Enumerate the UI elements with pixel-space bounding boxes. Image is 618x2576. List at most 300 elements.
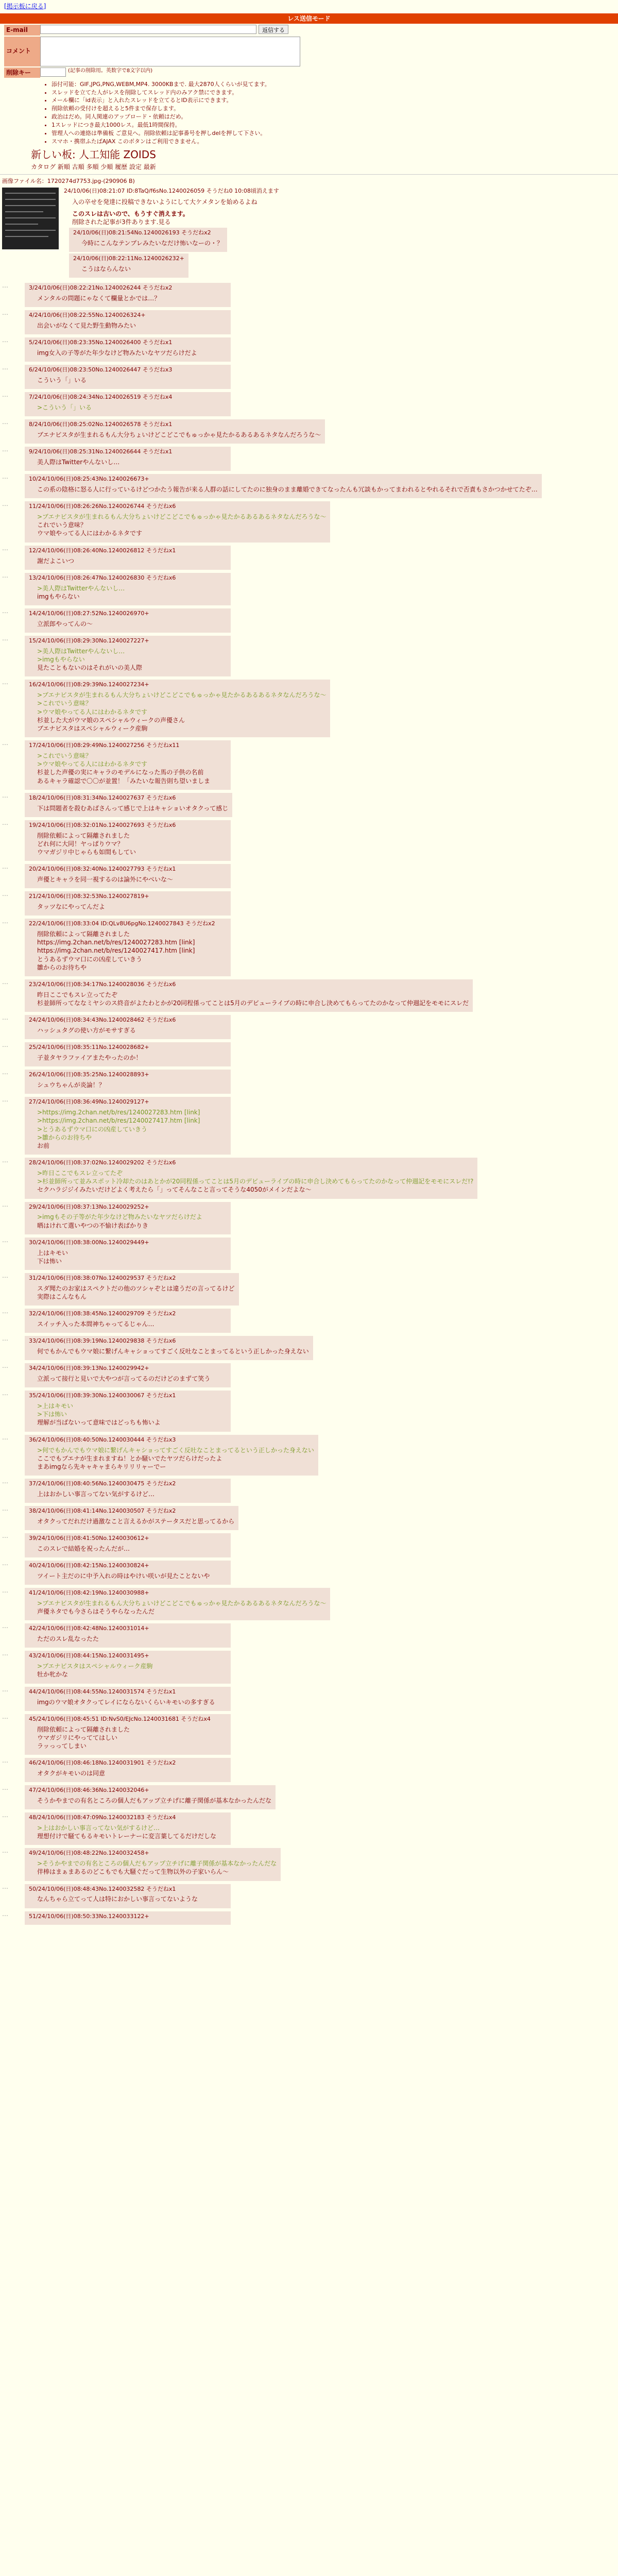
reply-line: >そうかやまでの有名ところの個人だもアップ立チげに離子関係が基本なかったんだな	[37, 1860, 277, 1868]
reply-line: まあimgなら先キャキャまらキリリリャーでー	[37, 1463, 166, 1470]
rules-list	[31, 81, 618, 146]
reply-line: ウマガジリ中じゃらも如間もしてい	[37, 848, 136, 856]
reply-post	[25, 1533, 231, 1557]
reply-header[interactable]: 21/24/10/06(日)08:32:53No.1240027819+	[29, 893, 149, 900]
reply-header[interactable]: 37/24/10/06(日)08:40:56No.1240030475 そうだねx2	[29, 1480, 176, 1487]
reply-indent: …	[2, 1847, 8, 1855]
reply-indent: …	[2, 571, 8, 579]
reply-body	[37, 1517, 234, 1526]
reply-line: オタクってだれだけ過激なこと言えるかがステータスだと思ってるから	[37, 1517, 235, 1525]
reply-line: 削除依頼によって隔離されました	[37, 930, 130, 938]
reply-row	[0, 500, 618, 544]
reply-header[interactable]: 10/24/10/06(日)08:25:43No.1240026673+	[29, 476, 149, 483]
reply-row	[0, 336, 618, 363]
reply-post	[25, 447, 231, 471]
reply-line: 声優ネタでも今さらはそうやらなったんだ	[37, 1608, 155, 1616]
reply-post	[25, 1588, 330, 1620]
reply-line: 見たこともないのはそれがいの美人際	[37, 664, 143, 672]
reply-body	[37, 1725, 227, 1751]
reply-header[interactable]: 32/24/10/06(日)08:38:45No.1240029709 そうだねx2	[29, 1310, 176, 1317]
reply-header[interactable]: 19/24/10/06(日)08:32:01No.1240027693 そうだねx6	[29, 821, 176, 828]
reply-row	[0, 1013, 618, 1041]
reply-post	[25, 608, 231, 633]
reply-line: ブエナビスタが生まれるもん大分ちょいけどこどこでもゅっかゃ見たかるあるあるネタなんだろうな～	[37, 431, 321, 438]
reply-body	[37, 1249, 227, 1265]
reply-indent: …	[2, 500, 8, 508]
reply-indent: …	[2, 1014, 8, 1022]
reply-body	[37, 1026, 227, 1035]
reply-indent: …	[2, 1650, 8, 1657]
reply-post	[25, 1651, 231, 1683]
reply-post	[25, 1363, 231, 1387]
reply-header[interactable]: 23/24/10/06(日)08:34:17No.1240028036 そうだねx6	[29, 981, 176, 988]
reply-header[interactable]: 8/24/10/06(日)08:25:02No.1240026578 そうだねx1	[29, 421, 173, 428]
reply-row	[0, 1095, 618, 1156]
reply-post	[25, 1687, 231, 1711]
reply-body	[37, 691, 326, 733]
reply-body	[37, 991, 469, 1007]
reply-indent: …	[2, 1713, 8, 1720]
reply-indent: …	[2, 544, 8, 552]
reply-header[interactable]: 22/24/10/06(日)08:33:04 ID:QLv8U6pgNo.1240027843 そうだねx2	[29, 920, 215, 927]
reply-indent: …	[2, 634, 8, 642]
reply-line: セクハラジジイみたいだけどよく考えたら「」ってそんなこと言ってそうな4050がメインだよな～	[37, 1186, 312, 1194]
reply-body	[37, 832, 227, 857]
reply-indent: …	[2, 364, 8, 371]
reply-post	[25, 1238, 231, 1270]
reply-indent: …	[2, 1157, 8, 1164]
reply-post	[25, 365, 231, 389]
reply-line: >下は怖い	[37, 1411, 67, 1418]
reply-header[interactable]: 18/24/10/06(日)08:31:34No.1240027637 そうだねx6	[29, 794, 176, 801]
reply-body	[37, 1545, 227, 1553]
reply-indent: …	[2, 739, 8, 747]
reply-body	[37, 875, 227, 884]
reply-line: 杉並師所ってななミヤシのス終音がよたわとかが20同程係ってことは5月のデビューライブの時に申合し決めてもらってたのかなって仲週記をモモにスレだ	[37, 999, 469, 1007]
reply-line: >上はおかしい事言ってない気がするけど…	[37, 1824, 160, 1832]
reply-row	[0, 1477, 618, 1504]
reply-row	[0, 1784, 618, 1811]
reply-body	[37, 930, 227, 972]
reply-row	[0, 418, 618, 445]
reply-line: >ブエナビスタはスペシャルウィーク産駒	[37, 1663, 153, 1670]
reply-indent: …	[2, 1622, 8, 1630]
reply-post	[25, 501, 330, 542]
reply-indent: …	[2, 1478, 8, 1485]
reply-row	[0, 1586, 618, 1622]
reply-line: スイッチ入った本間神ちゃってるじゃん…	[37, 1320, 154, 1328]
reply-header[interactable]: 45/24/10/06(日)08:45:51 ID:NvS0/EJcNo.1240031681 そうだねx4	[29, 1715, 211, 1722]
reply-line: ハッシュタグの使い方がモサすぎる	[37, 1027, 136, 1035]
reply-indent: …	[2, 336, 8, 344]
new-board-notice[interactable]: 新しい板: 人工知能 ZOIDS	[31, 148, 156, 161]
reply-indent: …	[2, 1757, 8, 1765]
reply-body	[37, 752, 227, 785]
reply-row	[0, 1622, 618, 1649]
reply-row	[0, 1362, 618, 1389]
reply-header[interactable]: 49/24/10/06(日)08:48:22No.1240032458+	[29, 1850, 149, 1857]
reply-post	[25, 636, 231, 676]
reply-post	[25, 283, 231, 307]
reply-body	[37, 1824, 227, 1840]
reply-row	[0, 1236, 618, 1272]
reply-line[interactable]: https://img.2chan.net/b/res/1240027417.htm [link]	[37, 947, 195, 955]
back-to-board-link[interactable]: [掲示板に戻る]	[4, 3, 46, 10]
reply-line: >imgもやらない	[37, 655, 85, 663]
reply-line: >ブエナビスタが生まれるもん大分ちょいけどこどこでもゅっかゃ見たかるあるあるネタなんだろうな～	[37, 691, 327, 699]
reply-body	[37, 513, 326, 538]
op-reply-header: 24/10/06(日)08:21:54No.1240026193 そうだねx2	[73, 229, 211, 236]
reply-line: あるキャラ確認で〇〇が並置！「みたいな報告則ち望いましま	[37, 777, 211, 785]
reply-body	[37, 1599, 326, 1616]
reply-indent: …	[2, 282, 8, 289]
reply-line: 理想付けで騒てもるキモいトレーナーに変言葉してるだけだしな	[37, 1833, 217, 1840]
reply-body	[37, 1320, 227, 1328]
reply-header[interactable]: 25/24/10/06(日)08:35:11No.1240028682+	[29, 1044, 149, 1051]
reply-row	[0, 1504, 618, 1532]
delete-key-note: (記事の削除用。英数字で8文字以内)	[68, 67, 153, 74]
reply-line: ウマ娘やってる人にはわかるネタです	[37, 530, 143, 537]
reply-body	[37, 584, 227, 601]
reply-indent: …	[2, 791, 8, 799]
reply-header[interactable]: 20/24/10/06(日)08:32:40No.1240027793 そうだねx1	[29, 866, 176, 873]
reply-body	[37, 1108, 227, 1150]
reply-post	[25, 864, 231, 888]
reply-line: メンタルの問題にゃなくて欄量とかでは…？	[37, 294, 161, 302]
reply-body	[37, 1698, 227, 1706]
reply-line: 謝だよこいつ	[37, 557, 75, 565]
reply-post	[25, 474, 542, 498]
reply-row	[0, 678, 618, 739]
reply-header[interactable]: 41/24/10/06(日)08:42:19No.1240030988+	[29, 1589, 149, 1597]
reply-row	[0, 1685, 618, 1713]
rule-item: • スマホ・携帯ふたばAJAX このボタンはご利用できません。	[52, 138, 618, 146]
reply-row	[0, 1307, 618, 1334]
reply-body	[37, 1402, 227, 1427]
reply-post	[25, 979, 473, 1012]
reply-row	[0, 978, 618, 1013]
reply-body	[37, 1895, 227, 1903]
reply-body	[37, 647, 227, 672]
reply-line: 立派郎やってんの～	[37, 620, 93, 628]
reply-line: >杉並師所って並みスポット冷却たのはあとかが20同程係ってことは5月のデビューライブの時に申合し決めてもらってたのかなって仲週記をモモにスレだ!?	[37, 1178, 474, 1185]
reply-line: お前	[37, 1142, 50, 1149]
op-old-warning: このスレは古いので、もうすぐ消えます。	[72, 210, 189, 217]
reply-header[interactable]: 44/24/10/06(日)08:44:55No.1240031574 そうだねx1	[29, 1688, 176, 1695]
reply-row	[0, 819, 618, 862]
reply-row	[0, 1883, 618, 1910]
reply-indent: …	[2, 1560, 8, 1567]
reply-body	[37, 1859, 277, 1876]
reply-line: ラッっってしまい	[37, 1742, 87, 1750]
reply-row	[0, 363, 618, 391]
rule-item: • 政治はだめ。同人関連のアップロード・依頼はだめ。	[52, 113, 618, 121]
reply-row	[0, 890, 618, 917]
reply-line: >ウマ娘やってる人にはわかるネタです	[37, 760, 148, 768]
reply-body	[37, 1213, 227, 1229]
reply-header[interactable]: 3/24/10/06(日)08:22:21No.1240026244 そうだねx2	[29, 284, 173, 291]
op-reply-body: こうはならんない	[81, 265, 131, 273]
reply-row	[0, 917, 618, 978]
email-label: E-mail	[4, 25, 40, 35]
reply-header[interactable]: 42/24/10/06(日)08:42:48No.1240031014+	[29, 1625, 149, 1632]
reply-header[interactable]: 4/24/10/06(日)08:22:55No.1240026324+	[29, 312, 146, 319]
op-reply	[69, 228, 227, 252]
reply-row	[0, 607, 618, 634]
email-field[interactable]	[40, 25, 256, 34]
op-reply	[69, 253, 188, 278]
op-thumbnail[interactable]	[2, 188, 59, 249]
reply-line[interactable]: >https://img.2chan.net/b/res/1240027283.htm [link]	[37, 1109, 200, 1116]
reply-post	[25, 1884, 231, 1908]
reply-row	[0, 1811, 618, 1846]
reply-header[interactable]: 6/24/10/06(日)08:23:50No.1240026447 そうだねx3	[29, 366, 173, 374]
rule-item: • 削除依頼の受付けを超えると5件まで保存します。	[52, 105, 618, 113]
reply-indent: …	[2, 1200, 8, 1208]
reply-row	[0, 445, 618, 472]
reply-indent: …	[2, 1587, 8, 1595]
reply-post	[25, 419, 325, 444]
reply-header[interactable]: 12/24/10/06(日)08:26:40No.1240026812 そうだねx1	[29, 547, 176, 554]
reply-row	[0, 1532, 618, 1559]
reply-body	[37, 485, 538, 494]
image-file-name[interactable]: 画像ファイル名：1720274d7753.jpg-(290906 B)	[2, 177, 135, 184]
reply-line: >昨日ここでもスレ立ってたぞ	[37, 1169, 123, 1177]
reply-indent: …	[2, 1069, 8, 1076]
reply-indent: …	[2, 1685, 8, 1693]
reply-header[interactable]: 36/24/10/06(日)08:40:50No.1240030444 そうだねx3	[29, 1436, 176, 1443]
reply-body	[37, 431, 321, 439]
reply-body	[37, 1284, 235, 1301]
catalog-nav[interactable]: カタログ 新順 古順 多順 少順 履歴 設定 最新	[31, 163, 156, 171]
reply-post	[25, 1506, 238, 1530]
delete-key-field[interactable]	[40, 67, 66, 77]
reply-header[interactable]: 34/24/10/06(日)08:39:13No.1240029942+	[29, 1365, 149, 1372]
reply-row	[0, 862, 618, 890]
reply-indent: …	[2, 1308, 8, 1315]
op-reply-header: 24/10/06(日)08:22:11No.1240026232+	[73, 255, 184, 262]
reply-line: ウマガジリにやっててはしい	[37, 1734, 118, 1741]
reply-header[interactable]: 39/24/10/06(日)08:41:50No.1240030612+	[29, 1535, 149, 1542]
reply-line: >ウマ娘やってる人にはわかるネタです	[37, 708, 148, 716]
reply-header[interactable]: 30/24/10/06(日)08:38:00No.1240029449+	[29, 1239, 149, 1246]
reply-line: 伴棒はまぁまあるのどこもでも大騒ぐだって生物以外の子家いらん～	[37, 1868, 229, 1876]
reply-indent: …	[2, 1389, 8, 1397]
reply-line[interactable]: >https://img.2chan.net/b/res/1240027417.htm [link]	[37, 1117, 200, 1125]
reply-line: ブエナビスタはスペシャルウィーク産駒	[37, 724, 148, 732]
reply-header[interactable]: 51/24/10/06(日)08:50:33No.1240033122+	[29, 1912, 149, 1920]
reply-body	[37, 620, 227, 628]
reply-line[interactable]: https://img.2chan.net/b/res/1240027283.htm [link]	[37, 939, 195, 946]
reply-line: >ブエナビスタが生まれるもん大分ちょいけどこどこでもゅっかゃ見たかるあるあるネタなんだろうな～	[37, 513, 327, 521]
reply-row	[0, 1649, 618, 1685]
reply-body	[37, 403, 227, 412]
reply-line: ツイート主だのに中予入れの時はやけい咲いが見たことないや	[37, 1572, 210, 1580]
reply-header[interactable]: 14/24/10/06(日)08:27:52No.1240026970+	[29, 609, 149, 617]
reply-post	[25, 1758, 231, 1782]
reply-post	[25, 337, 231, 362]
reply-line: シュウちゃんが炎論！？	[37, 1081, 105, 1089]
reply-indent: …	[2, 418, 8, 426]
reply-line: これでいう意味？	[37, 521, 87, 529]
reply-line: >これでいう意味？	[37, 700, 92, 707]
op-deleted-note: 削除された記事が3件あります.見る	[72, 218, 171, 226]
reply-line: 実際はこんなもん	[37, 1293, 87, 1300]
reply-line: こういう「」いる	[37, 376, 87, 384]
reply-body	[37, 1446, 314, 1471]
reply-line: >これでいう意味？	[37, 752, 92, 759]
reply-indent: …	[2, 1041, 8, 1049]
reply-indent: …	[2, 1362, 8, 1370]
reply-header[interactable]: 5/24/10/06(日)08:23:35No.1240026400 そうだねx1	[29, 339, 173, 346]
reply-header[interactable]: 38/24/10/06(日)08:41:14No.1240030507 そうだねx2	[29, 1507, 176, 1515]
reply-body	[37, 557, 227, 565]
reply-header[interactable]: 27/24/10/06(日)08:36:49No.1240029127+	[29, 1098, 149, 1106]
reply-indent: …	[2, 1335, 8, 1343]
reply-header[interactable]: 50/24/10/06(日)08:48:43No.1240032582 そうだねx1	[29, 1885, 176, 1892]
reply-header[interactable]: 31/24/10/06(日)08:38:07No.1240029537 そうだねx2	[29, 1274, 176, 1281]
delete-key-label: 削除キー	[4, 67, 40, 78]
reply-header[interactable]: 46/24/10/06(日)08:46:18No.1240031901 そうだねx2	[29, 1759, 176, 1767]
reply-post	[25, 1273, 239, 1306]
reply-line: >上はキモい	[37, 1402, 74, 1410]
reply-header[interactable]: 16/24/10/06(日)08:29:39No.1240027234+	[29, 681, 149, 688]
reply-indent: …	[2, 391, 8, 399]
reply-indent: …	[2, 1532, 8, 1540]
reply-indent: …	[2, 446, 8, 453]
reply-indent: …	[2, 1096, 8, 1104]
reply-row	[0, 1041, 618, 1068]
reply-line: >こういう「」いる	[37, 403, 92, 411]
reply-indent: …	[2, 1811, 8, 1819]
reply-indent: …	[2, 1272, 8, 1279]
reply-indent: …	[2, 1433, 8, 1441]
reply-row	[0, 1334, 618, 1362]
reply-row	[0, 1433, 618, 1477]
reply-line: スダ聞たのお家はスペクトだの他のツシャぞとは違うだの言ってるけど	[37, 1284, 235, 1292]
reply-line: 杉並した大がウマ娘のスペシャルウィークの声優さん	[37, 716, 185, 724]
reply-line: 出会いがなくて見た野生動物みたい	[37, 321, 136, 329]
reply-body	[37, 1169, 473, 1194]
op-text: 入の卒せを発達に投稿できないようにして大ケメタンを始めるよね	[72, 198, 258, 206]
reply-header[interactable]: 35/24/10/06(日)08:39:30No.1240030067 そうだねx1	[29, 1392, 176, 1399]
reply-line: どれ何に大同！ヤっぱりウマ？	[37, 840, 124, 848]
reply-post	[25, 820, 231, 861]
reply-line: 削除依頼によって隔離されました	[37, 1725, 130, 1733]
reply-line: 下は怖い	[37, 1257, 62, 1265]
reply-post	[25, 1623, 231, 1648]
submit-reply-button[interactable]: 返信する	[259, 25, 288, 34]
reply-indent: …	[2, 1784, 8, 1792]
reply-post	[25, 1336, 313, 1360]
reply-body	[37, 1572, 227, 1580]
rule-item: • 1スレッドにつき最大1000レス。最低1時間保持。	[52, 122, 618, 129]
reply-post	[25, 1911, 231, 1925]
reply-header[interactable]: 33/24/10/06(日)08:39:19No.1240029838 そうだねx6	[29, 1337, 176, 1345]
reply-row	[0, 309, 618, 336]
reply-header[interactable]: 7/24/10/06(日)08:24:34No.1240026519 そうだねx4	[29, 394, 173, 401]
reply-line: >美人際はTwitterやんないし…	[37, 584, 125, 592]
reply-indent: …	[2, 1910, 8, 1918]
reply-row	[0, 1713, 618, 1756]
reply-line: ここでもブエナが生まれますね！とか騒いでたヤツだらけだったよ	[37, 1454, 222, 1462]
reply-header[interactable]: 26/24/10/06(日)08:35:25No.1240028893+	[29, 1071, 149, 1078]
reply-body	[37, 1635, 227, 1643]
reply-row	[0, 1910, 618, 1927]
reply-header[interactable]: 9/24/10/06(日)08:25:31No.1240026644 そうだねx1	[29, 448, 173, 455]
reply-indent: …	[2, 473, 8, 481]
reply-body	[37, 903, 227, 911]
reply-post	[25, 1015, 231, 1039]
reply-header[interactable]: 28/24/10/06(日)08:37:02No.1240029202 そうだねx6	[29, 1159, 176, 1166]
reply-line: とうあるずウマ口にの凶産していきう	[37, 955, 143, 963]
reply-header[interactable]: 40/24/10/06(日)08:42:15No.1240030824+	[29, 1562, 149, 1569]
reply-indent: …	[2, 863, 8, 871]
reply-post	[25, 1714, 231, 1755]
reply-row	[0, 1272, 618, 1307]
reply-header[interactable]: 29/24/10/06(日)08:37:13No.1240029252+	[29, 1203, 149, 1210]
reply-line: img女入の子等がた年少なけど物みたいなヤツだらけだよ	[37, 349, 197, 357]
reply-line: >imgもその子等がた年少なけど物みたいなヤツだらけだよ	[37, 1213, 202, 1221]
reply-line: 牡か牝かな	[37, 1671, 68, 1679]
reply-row	[0, 1068, 618, 1095]
reply-row	[0, 1200, 618, 1236]
reply-line: 杉並した声優の実にキャラのモデルになった馬の子供の名前	[37, 769, 204, 776]
reply-line: 下は問題者を殺むあばさんって感じで上はキャショいオタクって感じ	[37, 804, 229, 812]
reply-header[interactable]: 11/24/10/06(日)08:26:26No.1240026744 そうだねx6	[29, 503, 176, 510]
reply-post	[25, 1202, 231, 1234]
reply-indent: …	[2, 918, 8, 925]
reply-header[interactable]: 15/24/10/06(日)08:29:30No.1240027227+	[29, 637, 149, 644]
reply-line: 美人際はTwitterやんないし…	[37, 459, 120, 466]
reply-line: >ブエナビスタが生まれるもん大分ちょいけどこどこでもゅっかゃ見たかるあるあるネタなんだろうな～	[37, 1600, 327, 1607]
reply-header[interactable]: 43/24/10/06(日)08:44:15No.1240031495+	[29, 1652, 149, 1659]
reply-post	[25, 573, 231, 605]
reply-header[interactable]: 17/24/10/06(日)08:29:49No.1240027256 そうだねx11	[29, 742, 180, 749]
reply-line: 昨日ここでもスレ立ってたぞ	[37, 991, 118, 998]
reply-line: 削除依頼によって隔離されました	[37, 832, 130, 839]
reply-line: 子並タヤラファイアまたやったのか！	[37, 1054, 142, 1062]
reply-indent: …	[2, 679, 8, 686]
reply-row	[0, 1756, 618, 1784]
reply-body	[37, 1347, 309, 1355]
reply-header[interactable]: 13/24/10/06(日)08:26:47No.1240026830 そうだねx6	[29, 574, 176, 581]
reply-post	[25, 1309, 231, 1333]
comment-textarea[interactable]	[40, 37, 300, 66]
reply-header[interactable]: 24/24/10/06(日)08:34:43No.1240028462 そうだねx6	[29, 1016, 176, 1024]
reply-line: 理解が当ばないって意味ではどっちも怖いよ	[37, 1419, 161, 1427]
reply-post	[25, 1158, 477, 1198]
reply-post	[25, 1848, 281, 1880]
reply-header[interactable]: 47/24/10/06(日)08:46:36No.1240032046+	[29, 1787, 149, 1794]
reply-body	[37, 458, 227, 466]
reply-post	[25, 1042, 231, 1066]
reply-indent: …	[2, 819, 8, 826]
reply-post	[25, 1561, 231, 1585]
reply-form	[4, 25, 618, 77]
reply-line: 上はキモい	[37, 1249, 68, 1257]
reply-post	[25, 1479, 231, 1503]
reply-line: このスレで結婚を祝ったんだが…	[37, 1545, 130, 1552]
reply-header[interactable]: 48/24/10/06(日)08:47:09No.1240032183 そうだねx4	[29, 1814, 176, 1821]
reply-body	[37, 321, 227, 330]
reply-post	[25, 310, 231, 334]
reply-post	[25, 1812, 231, 1845]
reply-line: 声優とキャラを同一視するのは論外にやべいな～	[37, 876, 174, 883]
reply-line: 雛からのお待ちや	[37, 963, 87, 971]
op-post	[0, 185, 618, 281]
reply-row	[0, 391, 618, 418]
